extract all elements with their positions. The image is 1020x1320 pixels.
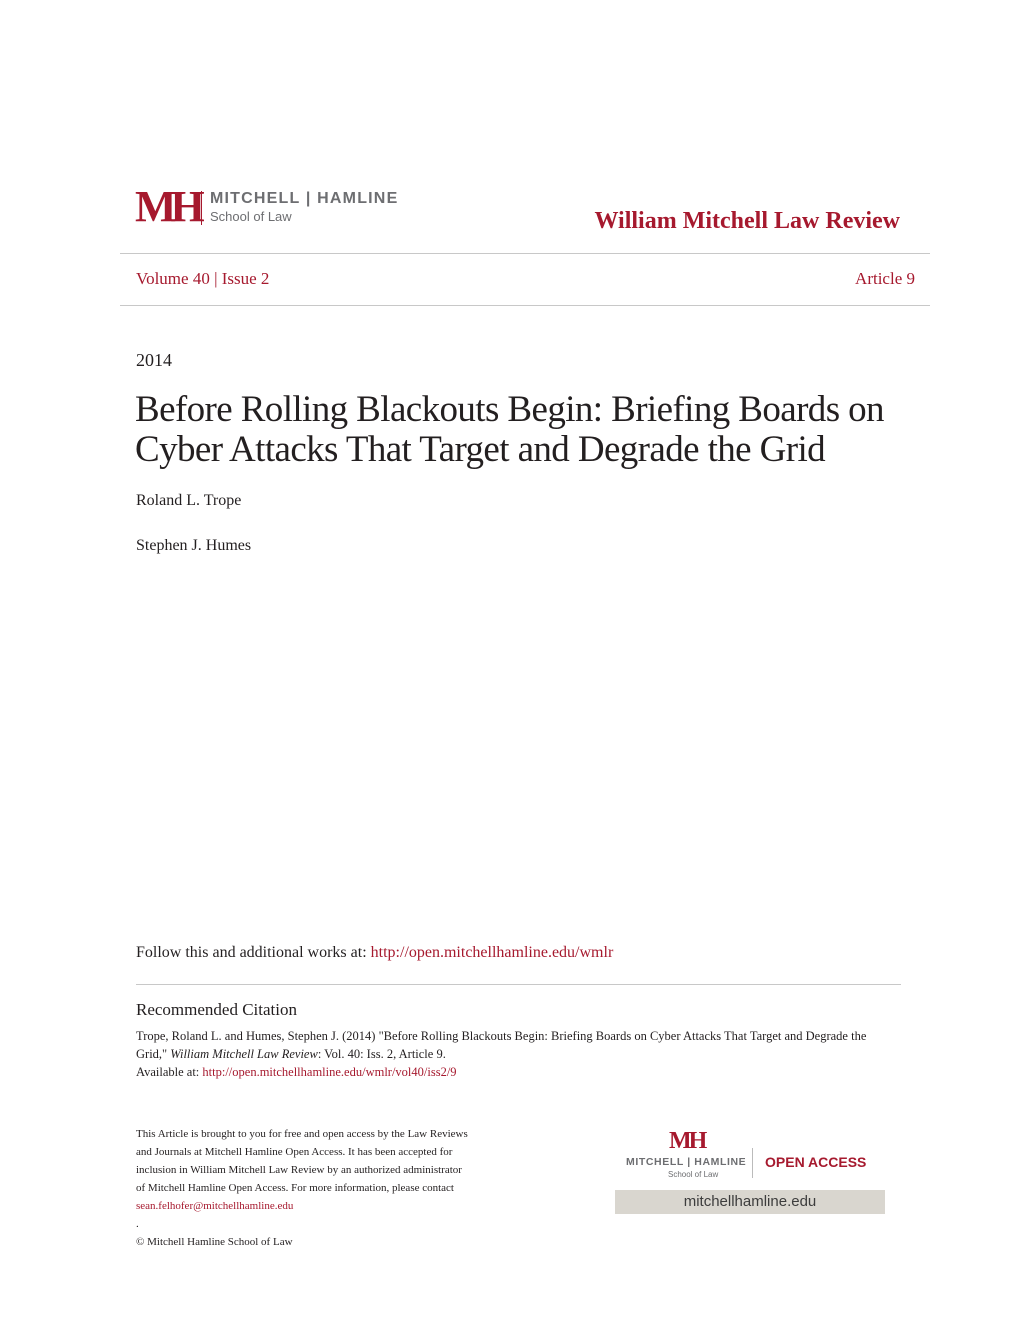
available-label: Available at:: [136, 1065, 203, 1079]
recommended-citation-heading: Recommended Citation: [136, 1000, 297, 1019]
article-number: Article 9: [855, 269, 915, 288]
copyright: © Mitchell Hamline School of Law: [136, 1236, 293, 1248]
logo-divider: [201, 191, 202, 225]
logo-school-subtitle: School of Law: [210, 209, 292, 224]
follow-text: Follow this and additional works at:: [136, 944, 371, 961]
citation-part-1: Trope, Roland L. and Humes, Stephen J. (2014) "Before Rolling Blackouts Begin: Briefing Boards on Cyber Attacks That Target and Degrade the Grid,": [136, 1029, 867, 1061]
citation-journal: William Mitchell Law Review: [170, 1047, 318, 1061]
access-line-3: inclusion in William Mitchell Law Review by an authorized administrator: [136, 1164, 462, 1176]
issue-separator: |: [209, 269, 222, 288]
volume-link[interactable]: Volume 40: [136, 269, 210, 288]
open-access-divider: [752, 1148, 753, 1178]
mitchell-hamline-monogram: MH: [135, 182, 199, 231]
open-access-label: OPEN ACCESS: [765, 1154, 867, 1170]
open-access-url[interactable]: mitchellhamline.edu: [683, 1193, 817, 1210]
author-2[interactable]: Stephen J. Humes: [136, 537, 252, 554]
follow-rule: [136, 984, 901, 985]
contact-line: [136, 1197, 516, 1233]
open-access-monogram: MH: [669, 1128, 705, 1154]
journal-title[interactable]: William Mitchell Law Review: [594, 208, 900, 234]
email-suffix: .: [136, 1218, 139, 1230]
contact-email-link[interactable]: sean.felhofer@mitchellhamline.edu: [136, 1200, 294, 1212]
open-access-school-subtitle: School of Law: [668, 1170, 719, 1179]
access-line-1: This Article is brought to you for free and open access by the Law Reviews: [136, 1128, 468, 1140]
access-statement: [136, 1125, 516, 1251]
citation-part-2: : Vol. 40: Iss. 2, Article 9.: [317, 1047, 446, 1061]
paper-title: [135, 390, 915, 470]
title-line-2: Cyber Attacks That Target and Degrade the Grid: [135, 429, 826, 470]
follow-link[interactable]: http://open.mitchellhamline.edu/wmlr: [370, 944, 614, 961]
publication-year: 2014: [136, 350, 172, 370]
access-line-4: of Mitchell Hamline Open Access. For more information, please contact: [136, 1182, 454, 1194]
issue-rule: [120, 305, 930, 306]
open-access-school-name: MITCHELL | HAMLINE: [626, 1156, 747, 1168]
citation-text: [136, 1027, 896, 1081]
access-line-2: and Journals at Mitchell Hamline Open Access. It has been accepted for: [136, 1146, 453, 1158]
header-rule: [120, 253, 930, 254]
available-link[interactable]: http://open.mitchellhamline.edu/wmlr/vol40/iss2/9: [202, 1065, 457, 1079]
issue-link[interactable]: Issue 2: [221, 269, 270, 288]
logo-school-name: MITCHELL | HAMLINE: [210, 190, 399, 207]
follow-line: [136, 944, 613, 962]
author-1[interactable]: Roland L. Trope: [136, 492, 242, 509]
title-line-1: Before Rolling Blackouts Begin: Briefing Boards on: [135, 389, 884, 430]
issue-info: [136, 269, 269, 289]
